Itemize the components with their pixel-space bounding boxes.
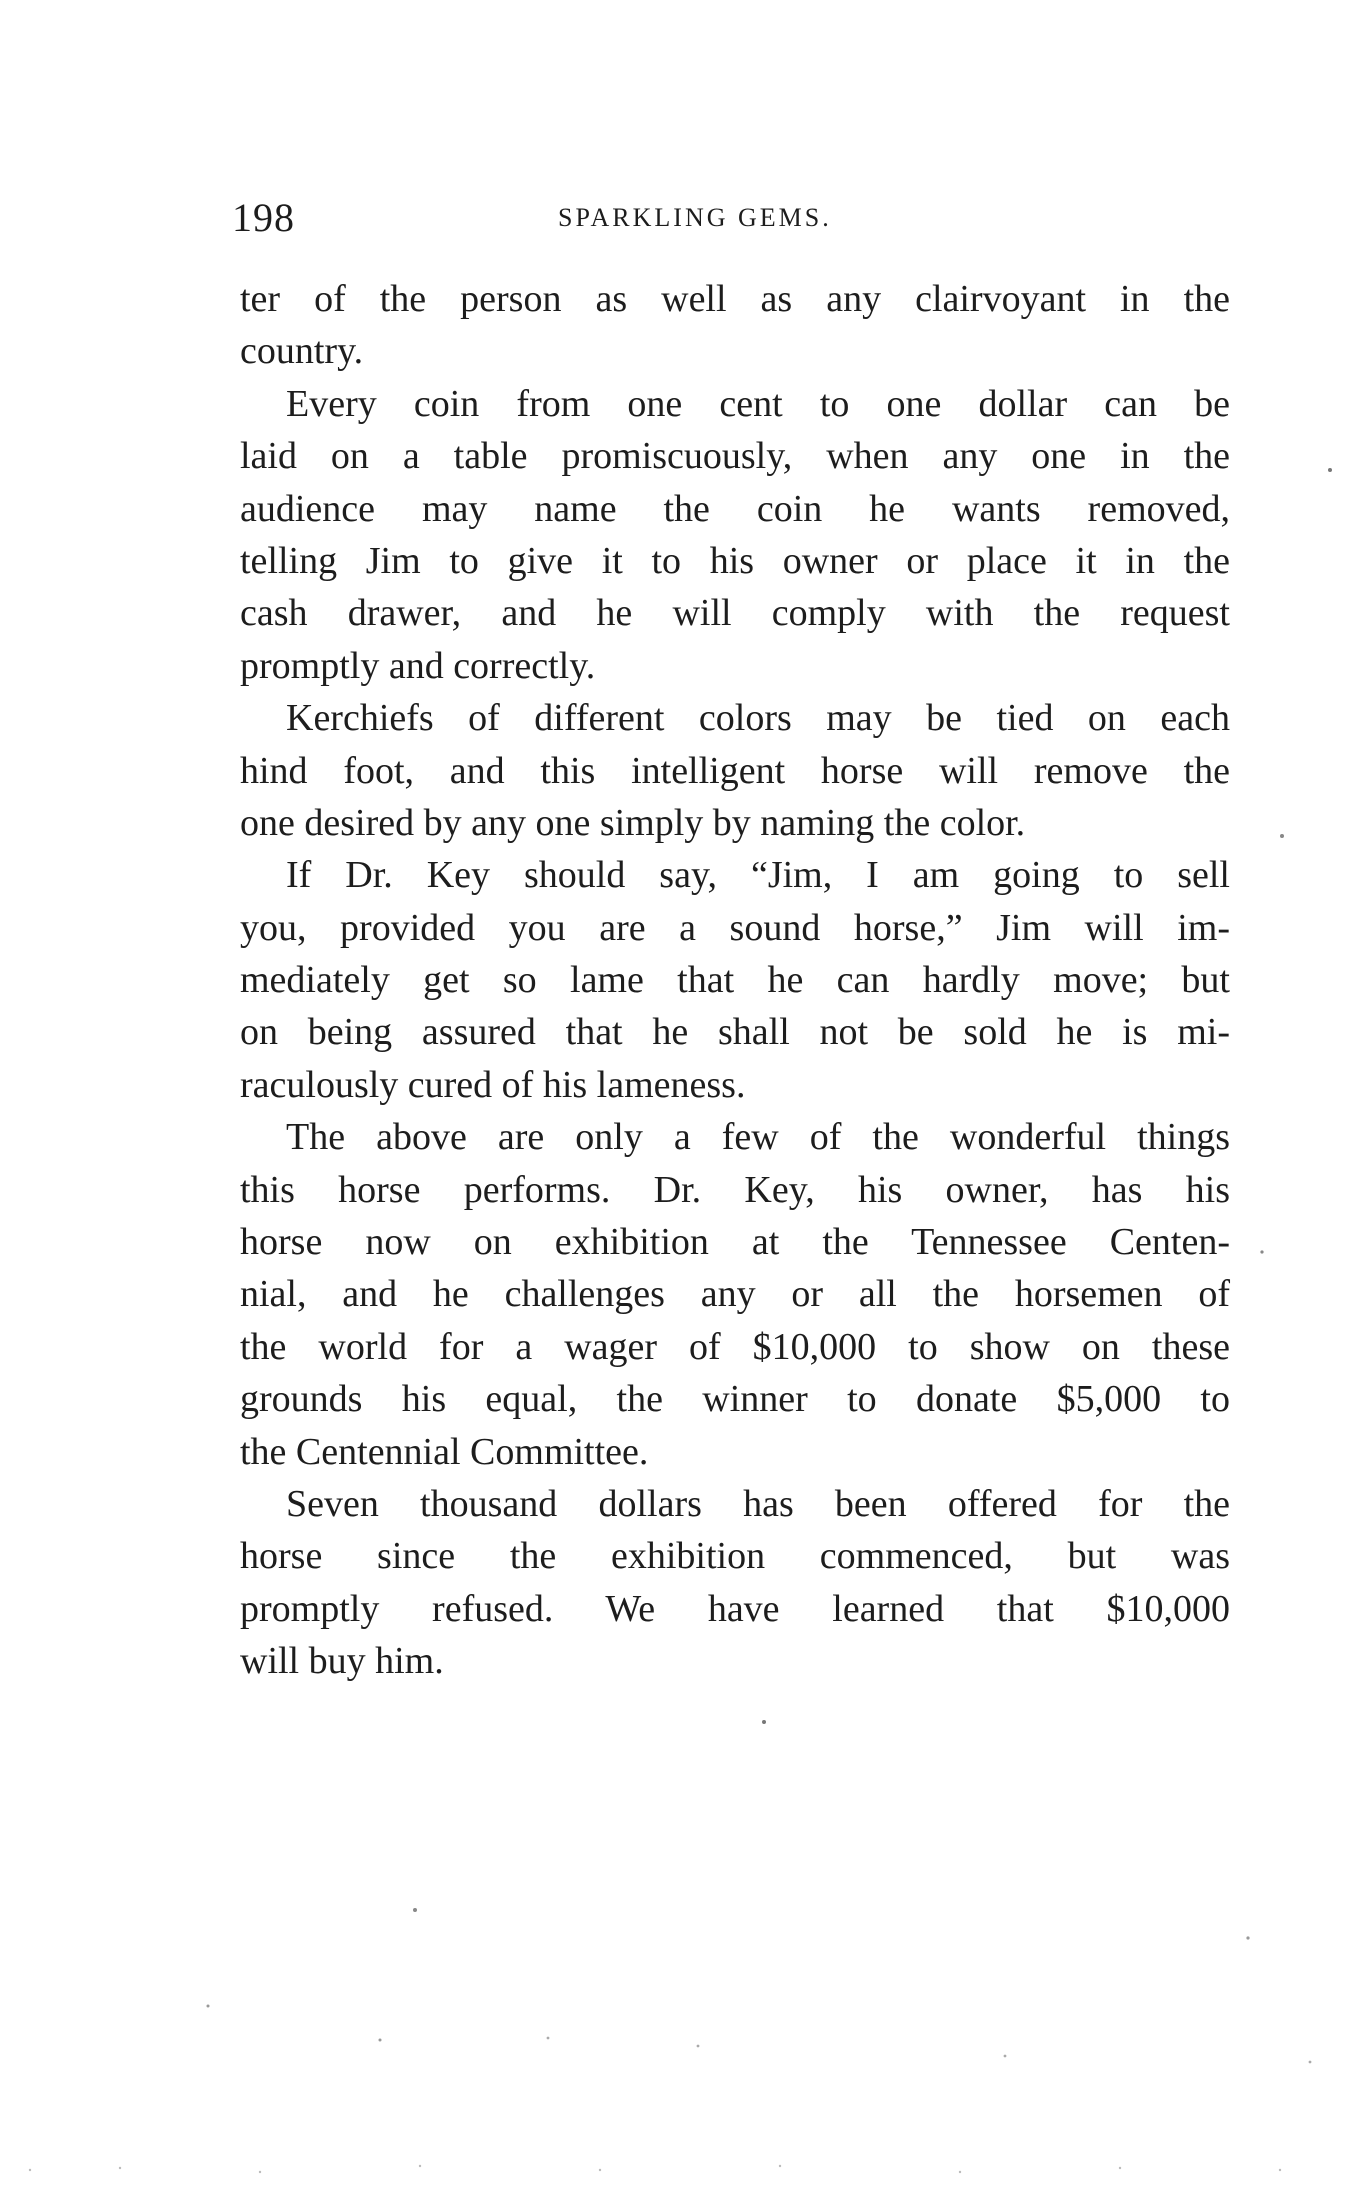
- text-line: laid on a table promiscuously, when any one in the: [240, 435, 1230, 478]
- paragraph: [240, 1478, 1230, 1688]
- text-line: Kerchiefs of different colors may be tied on each: [286, 697, 1230, 740]
- text-line: country.: [240, 330, 364, 373]
- text-line: promptly refused. We have learned that $10,000: [240, 1587, 1230, 1630]
- text-line: Seven thousand dollars has been offered for the: [286, 1482, 1230, 1525]
- text-line: mediately get so lame that he can hardly move; but: [240, 959, 1230, 1002]
- body-text: [240, 273, 1230, 1688]
- text-line: you, provided you are a sound horse,” Jim will im-: [240, 906, 1230, 949]
- text-line: horse since the exhibition commenced, but was: [240, 1535, 1230, 1578]
- text-line: nial, and he challenges any or all the horsemen of: [240, 1273, 1230, 1316]
- text-line: promptly and correctly.: [240, 644, 596, 687]
- paragraph: [240, 1111, 1230, 1478]
- paragraph: [240, 692, 1230, 849]
- text-line: telling Jim to give it to his owner or place it in the: [240, 539, 1230, 582]
- text-line: the Centennial Committee.: [240, 1430, 649, 1473]
- text-line: on being assured that he shall not be sold he is mi-: [240, 1011, 1230, 1054]
- text-line: If Dr. Key should say, “Jim, I am going to sell: [286, 854, 1230, 897]
- running-title: SPARKLING GEMS.: [558, 203, 832, 232]
- text-line: raculously cured of his lameness.: [240, 1063, 746, 1106]
- text-line: one desired by any one simply by naming the color.: [240, 801, 1026, 844]
- text-line: cash drawer, and he will comply with the request: [240, 592, 1230, 635]
- text-line: horse now on exhibition at the Tennessee Centen-: [240, 1221, 1230, 1264]
- text-line: the world for a wager of $10,000 to show on these: [240, 1325, 1230, 1368]
- text-line: grounds his equal, the winner to donate $5,000 to: [240, 1378, 1230, 1421]
- paragraph: [240, 378, 1230, 692]
- text-line: will buy him.: [240, 1640, 444, 1683]
- page-number: 198: [232, 195, 295, 240]
- text-line: audience may name the coin he wants removed,: [240, 487, 1230, 530]
- text-line: The above are only a few of the wonderful things: [286, 1116, 1230, 1159]
- text-line: ter of the person as well as any clairvoyant in the: [240, 278, 1230, 320]
- paragraph: [240, 273, 1230, 378]
- text-line: Every coin from one cent to one dollar can be: [286, 382, 1230, 425]
- text-line: this horse performs. Dr. Key, his owner, has his: [240, 1168, 1230, 1211]
- running-head: [232, 190, 887, 246]
- text-line: hind foot, and this intelligent horse will remove the: [240, 749, 1230, 792]
- paragraph: [240, 849, 1230, 1111]
